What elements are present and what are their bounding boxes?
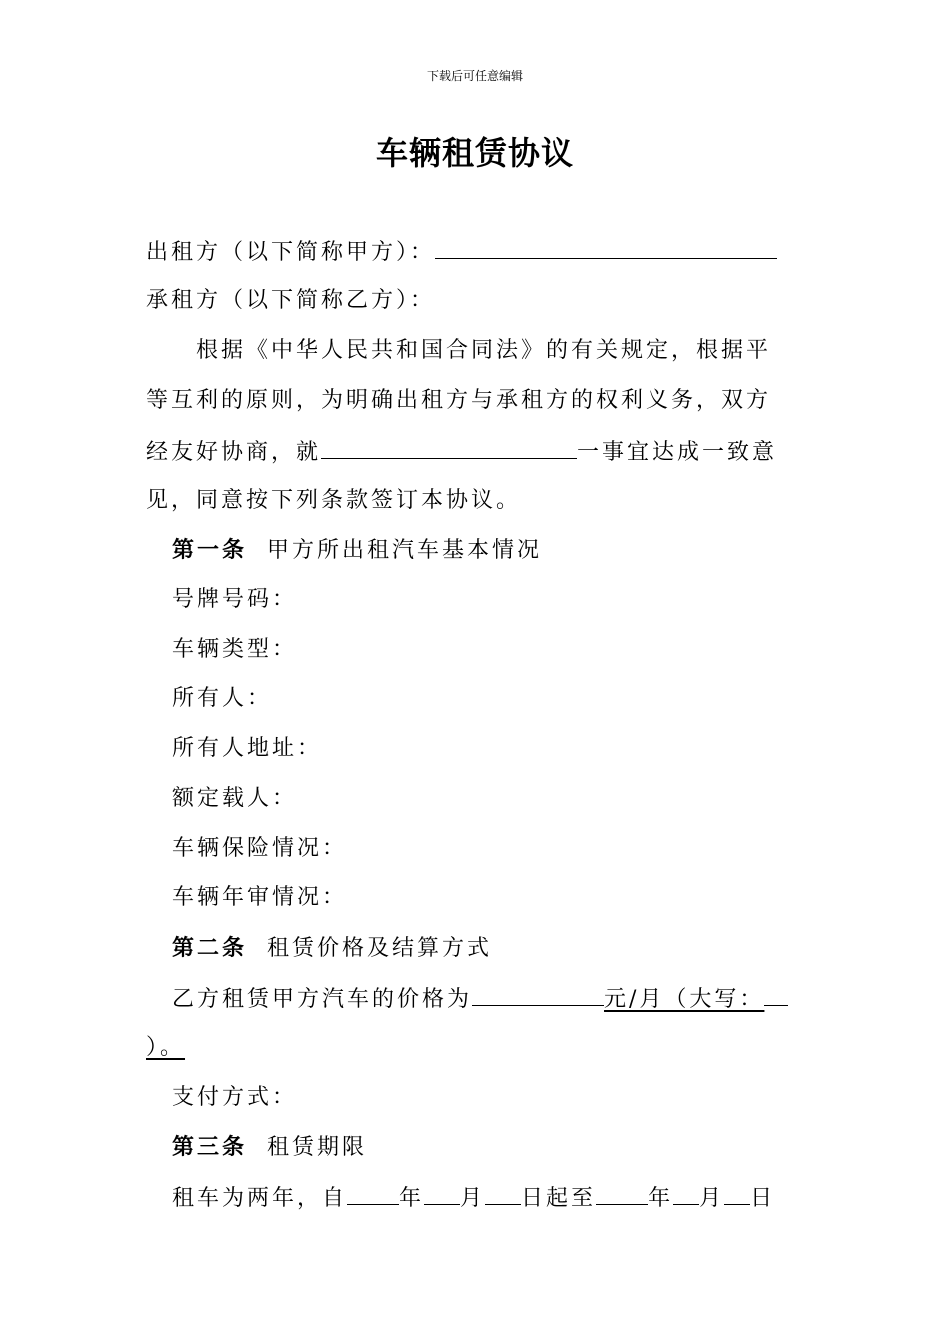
para1-line2: 等互利的原则，为明确出租方与承租方的权利义务，双方 xyxy=(146,388,772,413)
start-year-blank[interactable] xyxy=(347,1182,399,1205)
lessor-label: 出租方（以下简称甲方）： xyxy=(146,240,436,265)
payment-line: 支付方式： xyxy=(172,1085,298,1110)
art3-num: 第三条 xyxy=(172,1134,248,1160)
field-capacity: 额定载人： xyxy=(172,786,298,811)
lessor-blank[interactable] xyxy=(435,236,777,259)
price-line xyxy=(172,983,788,1015)
term-line xyxy=(172,1182,775,1214)
para1-line4: 见，同意按下列条款签订本协议。 xyxy=(146,488,522,513)
art1-num: 第一条 xyxy=(172,537,248,563)
field-type: 车辆类型： xyxy=(172,637,298,662)
term-label: 租车为两年，自 xyxy=(172,1186,348,1211)
lessee-line xyxy=(146,286,435,316)
lessee-label: 承租方（以下简称乙方）： xyxy=(146,288,436,313)
start-day-blank[interactable] xyxy=(485,1182,521,1205)
para1-line3b: 一事宜达成一致意 xyxy=(577,440,778,465)
end-day-label: 日 xyxy=(750,1186,776,1211)
field-inspection: 车辆年审情况： xyxy=(172,885,348,910)
field-plate: 号牌号码： xyxy=(172,587,298,612)
para1-line3 xyxy=(146,436,777,468)
price-close: ）。 xyxy=(146,1035,186,1060)
start-year-label: 年 xyxy=(399,1186,425,1211)
price-blank[interactable] xyxy=(472,983,604,1006)
price-label: 乙方租赁甲方汽车的价格为 xyxy=(172,987,473,1012)
end-day-blank[interactable] xyxy=(724,1182,750,1205)
lessor-line xyxy=(146,236,777,268)
price-line-cont xyxy=(146,1033,185,1063)
start-month-blank[interactable] xyxy=(424,1182,460,1205)
field-owner-address: 所有人地址： xyxy=(172,736,323,761)
para1-line1: 根据《中华人民共和国合同法》的有关规定，根据平 xyxy=(196,338,772,363)
end-year-blank[interactable] xyxy=(596,1182,648,1205)
start-day-label: 日起至 xyxy=(521,1186,597,1211)
art2-num: 第二条 xyxy=(172,935,248,961)
field-insurance: 车辆保险情况： xyxy=(172,836,348,861)
document-title: 车辆租赁协议 xyxy=(375,134,574,172)
matter-blank[interactable] xyxy=(321,436,577,459)
price-words-blank[interactable] xyxy=(764,983,788,1006)
end-month-label: 月 xyxy=(699,1186,725,1211)
start-month-label: 月 xyxy=(460,1186,486,1211)
page-header: 下载后可任意编辑 xyxy=(426,69,523,83)
art3-heading xyxy=(172,1132,367,1163)
art3-title: 租赁期限 xyxy=(267,1135,368,1160)
art2-heading xyxy=(172,933,492,964)
end-year-label: 年 xyxy=(648,1186,674,1211)
art1-title: 甲方所出租汽车基本情况 xyxy=(267,538,543,563)
price-unit: 元/月（大写： xyxy=(604,987,765,1012)
art1-heading xyxy=(172,535,542,566)
para1-line3a: 经友好协商，就 xyxy=(146,440,322,465)
end-month-blank[interactable] xyxy=(673,1182,699,1205)
art2-title: 租赁价格及结算方式 xyxy=(267,936,493,961)
field-owner: 所有人： xyxy=(172,686,273,711)
